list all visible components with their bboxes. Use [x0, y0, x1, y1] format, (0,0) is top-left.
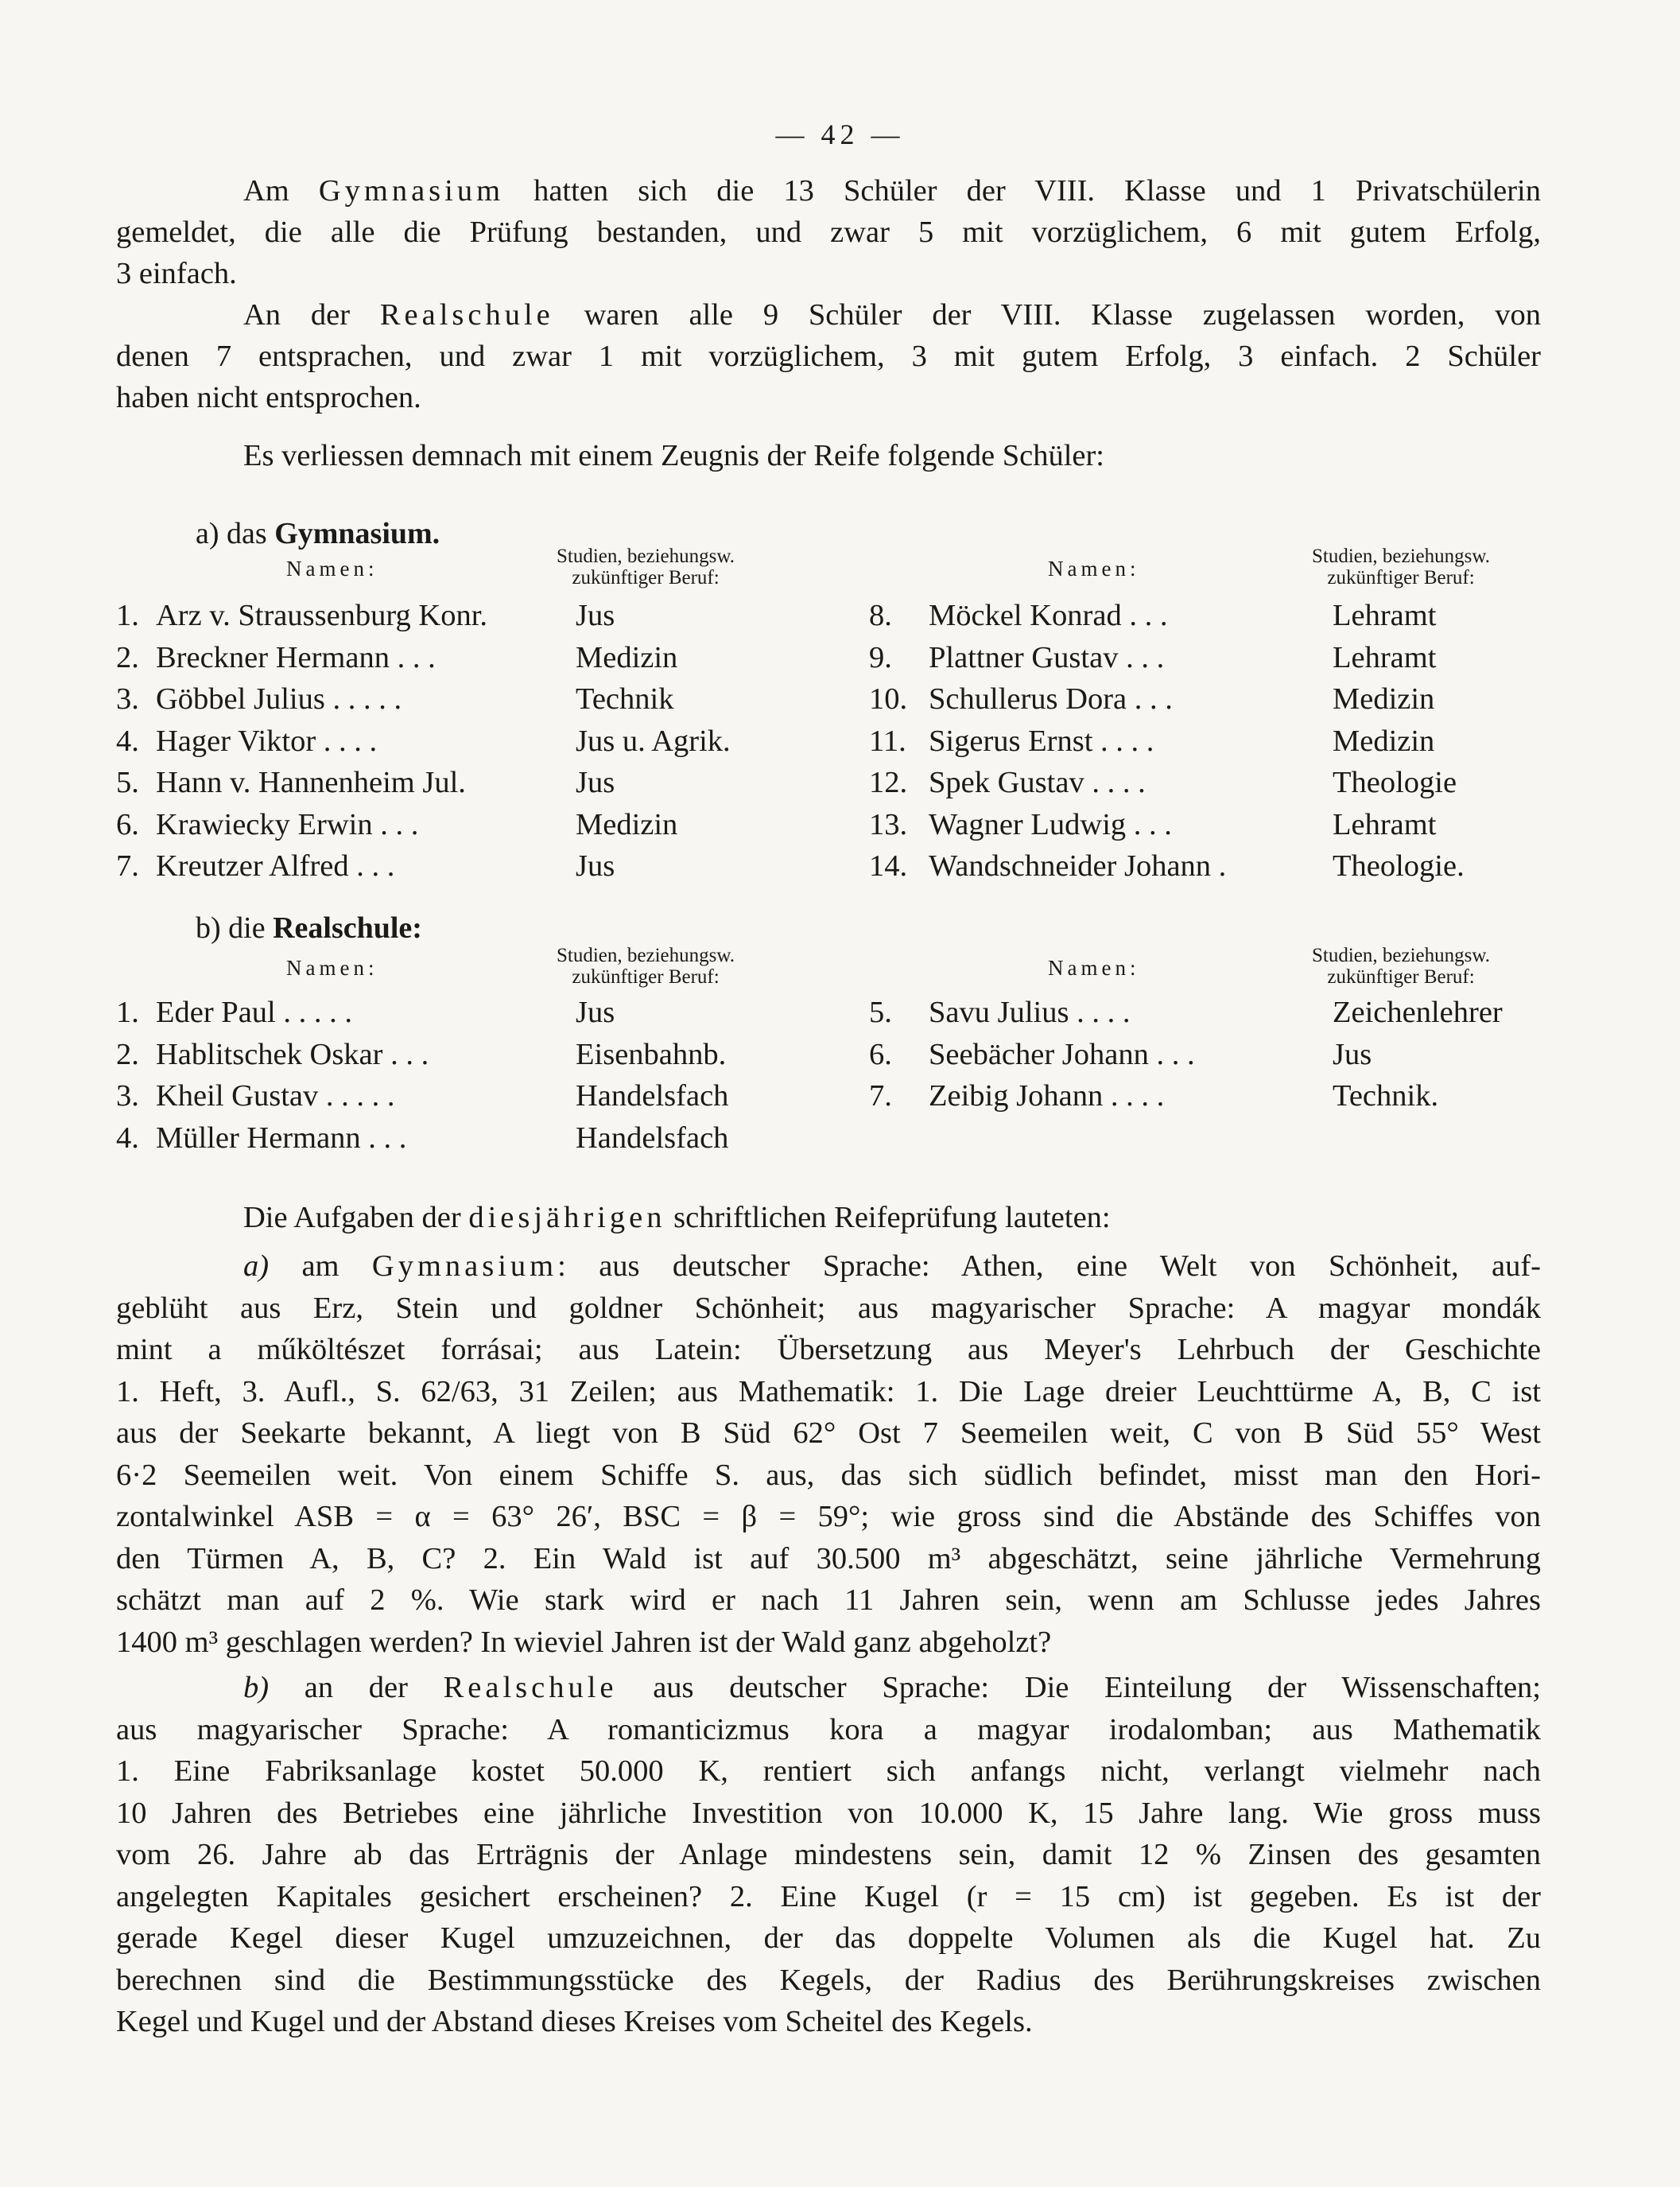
paragraph-line: 1. Heft, 3. Aufl., S. 62/63, 31 Zeilen; aus Mathematik: 1. Die Lage dreier Leuchttürme A, B, C ist: [116, 1374, 1541, 1408]
student-career: Theologie: [1333, 766, 1457, 799]
paragraph-line: Kegel und Kugel und der Abstand dieses Kreises vom Scheitel des Kegels.: [116, 2005, 1033, 2038]
row-number: 3.: [116, 1079, 139, 1113]
intro-line: gemeldet, die alle die Prüfung bestanden, und zwar 5 mit vorzüglichem, 6 mit gutem Erfolg,: [116, 216, 1541, 249]
student-career: Lehramt: [1333, 599, 1437, 632]
student-name: Krawiecky Erwin . . .: [156, 807, 419, 841]
paragraph-line: angelegten Kapitales gesichert erscheinen? 2. Eine Kugel (r = 15 cm) ist gegeben. Es ist der: [116, 1879, 1541, 1913]
header-names: Namen:: [286, 956, 378, 980]
row-number: 8.: [869, 599, 892, 632]
student-name: Hager Viktor . . . .: [156, 724, 378, 758]
student-career: Jus: [576, 766, 615, 799]
student-career: Jus: [576, 599, 615, 632]
student-career: Handelsfach: [576, 1121, 729, 1155]
table-row: [0, 678, 1680, 720]
student-name: Eder Paul . . . . .: [156, 996, 352, 1029]
student-name: Seebächer Johann . . .: [929, 1037, 1195, 1071]
table-row: [0, 595, 1680, 636]
student-career: Jus u. Agrik.: [576, 724, 731, 758]
paragraph-line: 6·2 Seemeilen weit. Von einem Schiffe S. aus, das sich südlich befindet, misst man den Hori-: [116, 1458, 1541, 1492]
row-number: 7.: [869, 1079, 892, 1113]
student-name: Möckel Konrad . . .: [929, 599, 1168, 632]
header-studies: Studien, beziehungsw. zukünftiger Beruf:: [1312, 945, 1491, 988]
student-career: Lehramt: [1333, 807, 1437, 841]
row-number: 12.: [869, 766, 908, 799]
table-row: [0, 637, 1680, 678]
paragraph-line: vom 26. Jahre ab das Erträgnis der Anlage mindestens sein, damit 12 % Zinsen des gesamten: [116, 1838, 1541, 1871]
student-career: Jus: [1333, 1037, 1372, 1071]
section-gymnasium-heading: a) das Gymnasium.: [196, 517, 440, 550]
intro-line: haben nicht entsprochen.: [116, 381, 421, 414]
student-name: Zeibig Johann . . . .: [929, 1079, 1165, 1113]
header-names: Namen:: [1048, 956, 1140, 980]
student-name: Wandschneider Johann .: [929, 849, 1227, 883]
table-row: [0, 1034, 1680, 1075]
row-number: 7.: [116, 849, 139, 883]
paragraph-line: gerade Kegel dieser Kugel umzuzeichnen, der das doppelte Volumen als die Kugel hat. Zu: [116, 1921, 1541, 1955]
student-career: Medizin: [576, 640, 678, 674]
paragraph-line: 10 Jahren des Betriebes eine jährliche Investition von 10.000 K, 15 Jahre lang. Wie gross muss: [116, 1796, 1541, 1830]
student-career: Handelsfach: [576, 1079, 729, 1113]
table-row: [0, 721, 1680, 762]
student-name: Wagner Ludwig . . .: [929, 807, 1172, 841]
student-name: Kreutzer Alfred . . .: [156, 849, 395, 883]
table-row: [0, 1117, 1680, 1159]
row-number: 14.: [869, 849, 908, 883]
table-row: [0, 1075, 1680, 1117]
student-name: Müller Hermann . . .: [156, 1121, 407, 1155]
row-number: 2.: [116, 1037, 139, 1071]
header-studies: Studien, beziehungsw. zukünftiger Beruf:: [557, 546, 735, 589]
paragraph-line: geblüht aus Erz, Stein und goldner Schönheit; aus magyarischer Sprache: A magyar mondák: [116, 1291, 1541, 1325]
student-name: Hann v. Hannenheim Jul.: [156, 766, 466, 799]
row-number: 6.: [116, 807, 139, 841]
row-number: 4.: [116, 724, 139, 758]
paragraph-line: 1. Eine Fabriksanlage kostet 50.000 K, rentiert sich anfangs nicht, verlangt vielmehr nach: [116, 1754, 1541, 1788]
student-career: Eisenbahnb.: [576, 1037, 727, 1071]
student-name: Schullerus Dora . . .: [929, 682, 1173, 716]
header-studies: Studien, beziehungsw. zukünftiger Beruf:: [557, 945, 735, 988]
student-career: Technik: [576, 682, 674, 716]
table-row: [0, 992, 1680, 1033]
row-number: 5.: [116, 766, 139, 799]
row-number: 2.: [116, 640, 139, 674]
student-name: Breckner Hermann . . .: [156, 640, 436, 674]
row-number: 1.: [116, 599, 139, 632]
student-career: Theologie.: [1333, 849, 1465, 883]
paragraph-line: b) an der Realschule aus deutscher Sprache: Die Einteilung der Wissenschaften;: [243, 1671, 1541, 1704]
student-name: Sigerus Ernst . . . .: [929, 724, 1154, 758]
row-number: 5.: [869, 996, 892, 1029]
intro-line: 3 einfach.: [116, 257, 237, 290]
student-career: Technik.: [1333, 1079, 1439, 1113]
intro-line: Am Gymnasium hatten sich die 13 Schüler der VIII. Klasse und 1 Privatschülerin: [243, 174, 1541, 208]
student-name: Plattner Gustav . . .: [929, 640, 1165, 674]
intro-line: Es verliessen demnach mit einem Zeugnis der Reife folgende Schüler:: [243, 439, 1105, 472]
row-number: 4.: [116, 1121, 139, 1155]
student-career: Medizin: [1333, 724, 1435, 758]
paragraph-line: schätzt man auf 2 %. Wie stark wird er nach 11 Jahren sein, wenn am Schlusse jedes Jahres: [116, 1583, 1541, 1617]
paragraph-line: den Türmen A, B, C? 2. Ein Wald ist auf 30.500 m³ abgeschätzt, seine jährliche Vermehrung: [116, 1541, 1541, 1575]
row-number: 6.: [869, 1037, 892, 1071]
student-career: Zeichenlehrer: [1333, 996, 1503, 1029]
student-name: Göbbel Julius . . . . .: [156, 682, 402, 716]
student-career: Jus: [576, 996, 615, 1029]
row-number: 10.: [869, 682, 908, 716]
tasks-intro: Die Aufgaben der diesjährigen schriftlichen Reifeprüfung lauteten:: [243, 1201, 1111, 1234]
paragraph-line: aus magyarischer Sprache: A romanticizmus kora a magyar irodalomban; aus Mathematik: [116, 1712, 1541, 1746]
paragraph-line: 1400 m³ geschlagen werden? In wieviel Jahren ist der Wald ganz abgeholzt?: [116, 1625, 1052, 1659]
student-career: Medizin: [1333, 682, 1435, 716]
paragraph-line: zontalwinkel ASB = α = 63° 26′, BSC = β = 59°; wie gross sind die Abstände des Schiffes von: [116, 1500, 1541, 1533]
student-name: Savu Julius . . . .: [929, 996, 1131, 1029]
table-row: [0, 762, 1680, 803]
page-number: — 42 —: [775, 118, 905, 150]
student-name: Spek Gustav . . . .: [929, 766, 1146, 799]
student-career: Medizin: [576, 807, 678, 841]
header-names: Namen:: [286, 557, 378, 581]
student-name: Arz v. Straussenburg Konr.: [156, 599, 488, 632]
intro-line: An der Realschule waren alle 9 Schüler der VIII. Klasse zugelassen worden, von: [243, 298, 1541, 332]
paragraph-line: a) am Gymnasium: aus deutscher Sprache: Athen, eine Welt von Schönheit, auf-: [243, 1249, 1541, 1283]
header-studies: Studien, beziehungsw. zukünftiger Beruf:: [1312, 546, 1491, 589]
student-name: Hablitschek Oskar . . .: [156, 1037, 429, 1071]
row-number: 1.: [116, 996, 139, 1029]
table-row: [0, 804, 1680, 845]
section-realschule-heading: b) die Realschule:: [196, 911, 422, 945]
header-names: Namen:: [1048, 557, 1140, 581]
row-number: 9.: [869, 640, 892, 674]
row-number: 13.: [869, 807, 908, 841]
student-name: Kheil Gustav . . . . .: [156, 1079, 395, 1113]
paragraph-line: berechnen sind die Bestimmungsstücke des Kegels, der Radius des Berührungskreises zwischen: [116, 1963, 1541, 1997]
row-number: 11.: [869, 724, 906, 758]
paragraph-line: aus der Seekarte bekannt, A liegt von B Süd 62° Ost 7 Seemeilen weit, C von B Süd 55° West: [116, 1416, 1541, 1450]
paragraph-line: mint a műköltészet forrásai; aus Latein: Übersetzung aus Meyer's Lehrbuch der Geschichte: [116, 1333, 1541, 1366]
table-row: [0, 845, 1680, 887]
row-number: 3.: [116, 682, 139, 716]
intro-line: denen 7 entsprachen, und zwar 1 mit vorzüglichem, 3 mit gutem Erfolg, 3 einfach. 2 Schüler: [116, 340, 1541, 373]
student-career: Jus: [576, 849, 615, 883]
student-career: Lehramt: [1333, 640, 1437, 674]
